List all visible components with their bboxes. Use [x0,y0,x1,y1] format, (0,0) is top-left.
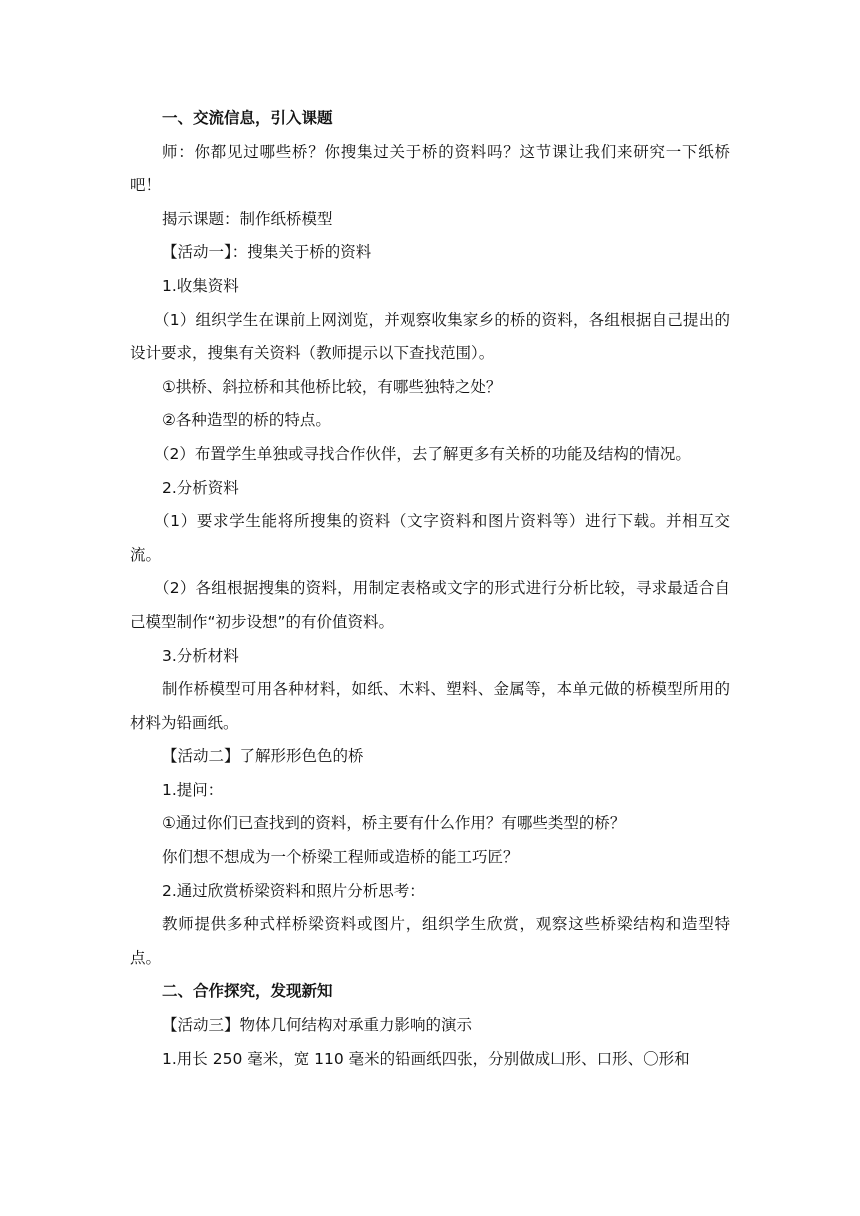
paragraph-arch-bridge: ①拱桥、斜拉桥和其他桥比较，有哪些独特之处？ [162,377,502,396]
paragraph-topic: 揭示课题：制作纸桥模型 [162,209,333,228]
paragraph-teacher-question: 师：你都见过哪些桥？你搜集过关于桥的资料吗？这节课让我们来研究一下纸桥吧！ [130,142,730,195]
section-heading-2: 二、合作探究，发现新知 [162,982,333,1001]
paragraph-analyze-materials: 2.分析资料 [162,478,239,497]
activity-two-heading: 【活动二】了解形形色色的桥 [162,747,364,766]
paragraph-analyze-step-1: （1）要求学生能将所搜集的资料（文字资料和图片资料等）进行下载。并相互交流。 [130,512,730,564]
paragraph-collect-step-1: （1）组织学生在课前上网浏览，并观察收集家乡的桥的资料，各组根据自己提出的设计要求，搜集有关资料（教师提示以下查找范围）。 [130,310,730,363]
paragraph-bridge-purpose: ①通过你们已查找到的资料，桥主要有什么作用？有哪些类型的桥？ [162,814,626,833]
document-body [130,102,730,1076]
paragraph-analyze-materials-3: 3.分析材料 [162,646,239,665]
paragraph-collect-step-2: （2）布置学生单独或寻找合作伙伴，去了解更多有关桥的功能及结构的情况。 [154,444,691,463]
paragraph-material-description: 制作桥模型可用各种材料，如纸、木料、塑料、金属等，本单元做的桥模型所用的材料为铅画纸。 [130,680,730,732]
paragraph-collect-materials: 1.收集资料 [162,276,239,295]
paragraph-teacher-provides: 教师提供多种式样桥梁资料或图片，组织学生欣赏，观察这些桥梁结构和造型特点。 [130,915,730,967]
section-heading-1: 一、交流信息，引入课题 [162,109,333,127]
paragraph-engineer-question: 你们想不想成为一个桥梁工程师或造桥的能工巧匠？ [162,848,519,867]
paragraph-bridge-features: ②各种造型的桥的特点。 [162,411,331,430]
paragraph-question: 1.提问： [162,780,224,799]
activity-three-heading: 【活动三】物体几何结构对承重力影响的演示 [162,1016,473,1035]
paragraph-appreciation: 2.通过欣赏桥梁资料和照片分析思考： [162,881,425,900]
paragraph-paper-shapes: 1.用长 250 毫米，宽 110 毫米的铅画纸四张，分别做成凵形、口形、〇形和 [162,1049,690,1068]
activity-one-heading: 【活动一】：搜集关于桥的资料 [162,243,372,262]
paragraph-analyze-step-2: （2）各组根据搜集的资料，用制定表格或文字的形式进行分析比较，寻求最适合自己模型制作“初步设想”的有价值资料。 [130,579,730,631]
